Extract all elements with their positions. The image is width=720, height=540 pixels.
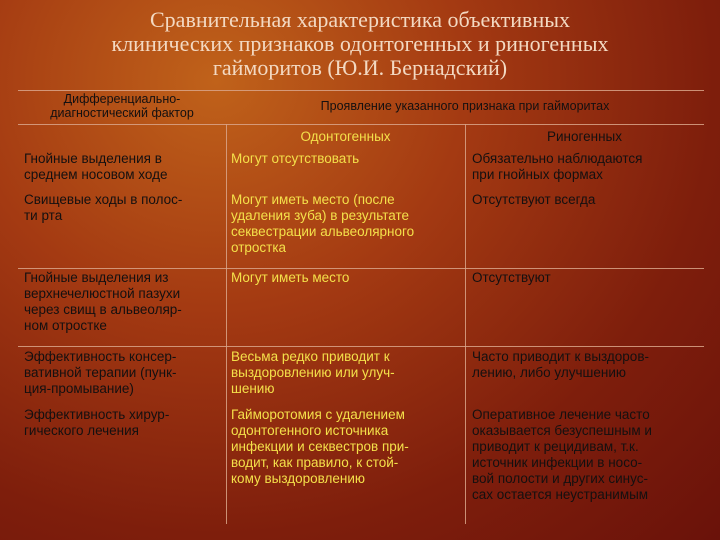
cell-line: сах остается неустранимым [472,487,649,502]
row-3-rhinogenic [472,270,551,286]
column-divider [226,124,227,524]
cell-line: выздоровлению или улуч- [231,365,395,380]
row-divider [18,268,704,269]
row-4-factor [24,349,177,397]
cell-line: Гнойные выделения из [24,270,169,285]
cell-line: Оперативное лечение часто [472,407,650,422]
cell-line: Гнойные выделения в [24,151,162,166]
cell-line: Весьма редко приводит к [231,349,390,364]
row-4-odontogenic [231,349,395,397]
row-5-odontogenic [231,407,409,487]
header-factor [18,92,226,120]
cell-line: верхнечелюстной пазухи [24,286,181,301]
cell-line: Могут иметь место [231,270,350,285]
row-1-odontogenic [231,151,359,167]
table-header-border [18,124,704,125]
title-line-2: клинических признаков одонтогенных и риногенных [111,31,609,56]
cell-line: Эффективность хирур- [24,407,170,422]
row-5-rhinogenic [472,407,652,503]
cell-line: отростка [231,240,287,255]
cell-line: диагностический фактор [50,106,194,120]
cell-line: ция-промывание) [24,381,134,396]
cell-line: лению, либо улучшению [472,365,626,380]
cell-line: ном отростке [24,318,107,333]
cell-line: оказывается безуспешным и [472,423,652,438]
cell-line: через свищ в альвеоляр- [24,302,182,317]
table-top-border [18,90,704,91]
cell-line: приводит к рецидивам, т.к. [472,439,639,454]
cell-line: секвестрации альвеолярного [231,224,415,239]
cell-line: Гайморотомия с удалением [231,407,405,422]
cell-line: гического лечения [24,423,139,438]
cell-line: удаления зуба) в результате [231,208,410,223]
row-3-factor [24,270,182,334]
row-2-odontogenic [231,192,414,256]
cell-line: вой полости и других синус- [472,471,648,486]
row-divider [18,346,704,347]
cell-line: Могут иметь место (после [231,192,395,207]
row-4-rhinogenic [472,349,649,381]
header-rhinogenic: Риногенных [546,129,622,144]
title-line-1: Сравнительная характеристика объективных [150,7,570,32]
cell-line: при гнойных формах [472,167,603,182]
title-line-3: гайморитов (Ю.И. Бернадский) [212,55,508,80]
cell-line: Отсутствуют [472,270,551,285]
cell-line: инфекции и секвестров при- [231,439,409,454]
cell-line: Свищевые ходы в полос- [24,192,183,207]
cell-line: шению [231,381,275,396]
row-3-odontogenic [231,270,349,286]
cell-line: Часто приводит к выздоров- [472,349,649,364]
row-1-factor [24,151,167,183]
cell-line: кому выздоровлению [231,471,366,486]
header-manifestation: Проявление указанного признака при гайморитах [320,99,610,113]
row-2-factor [24,192,182,224]
cell-line: Могут отсутствовать [231,151,360,166]
cell-line: вативной терапии (пунк- [24,365,177,380]
cell-line: одонтогенного источника [231,423,389,438]
cell-line: водит, как правило, к стой- [231,455,399,470]
column-divider [465,124,466,524]
cell-line: Дифференциально- [63,92,181,106]
cell-line: Эффективность консер- [24,349,177,364]
row-2-rhinogenic [472,192,595,208]
cell-line: Отсутствуют всегда [472,192,596,207]
header-odontogenic: Одонтогенных [300,129,391,144]
cell-line: источник инфекции в носо- [472,455,643,470]
cell-line: ти рта [24,208,63,223]
cell-line: Обязательно наблюдаются [472,151,643,166]
row-5-factor [24,407,169,439]
row-1-rhinogenic [472,151,642,183]
cell-line: среднем носовом ходе [24,167,168,182]
